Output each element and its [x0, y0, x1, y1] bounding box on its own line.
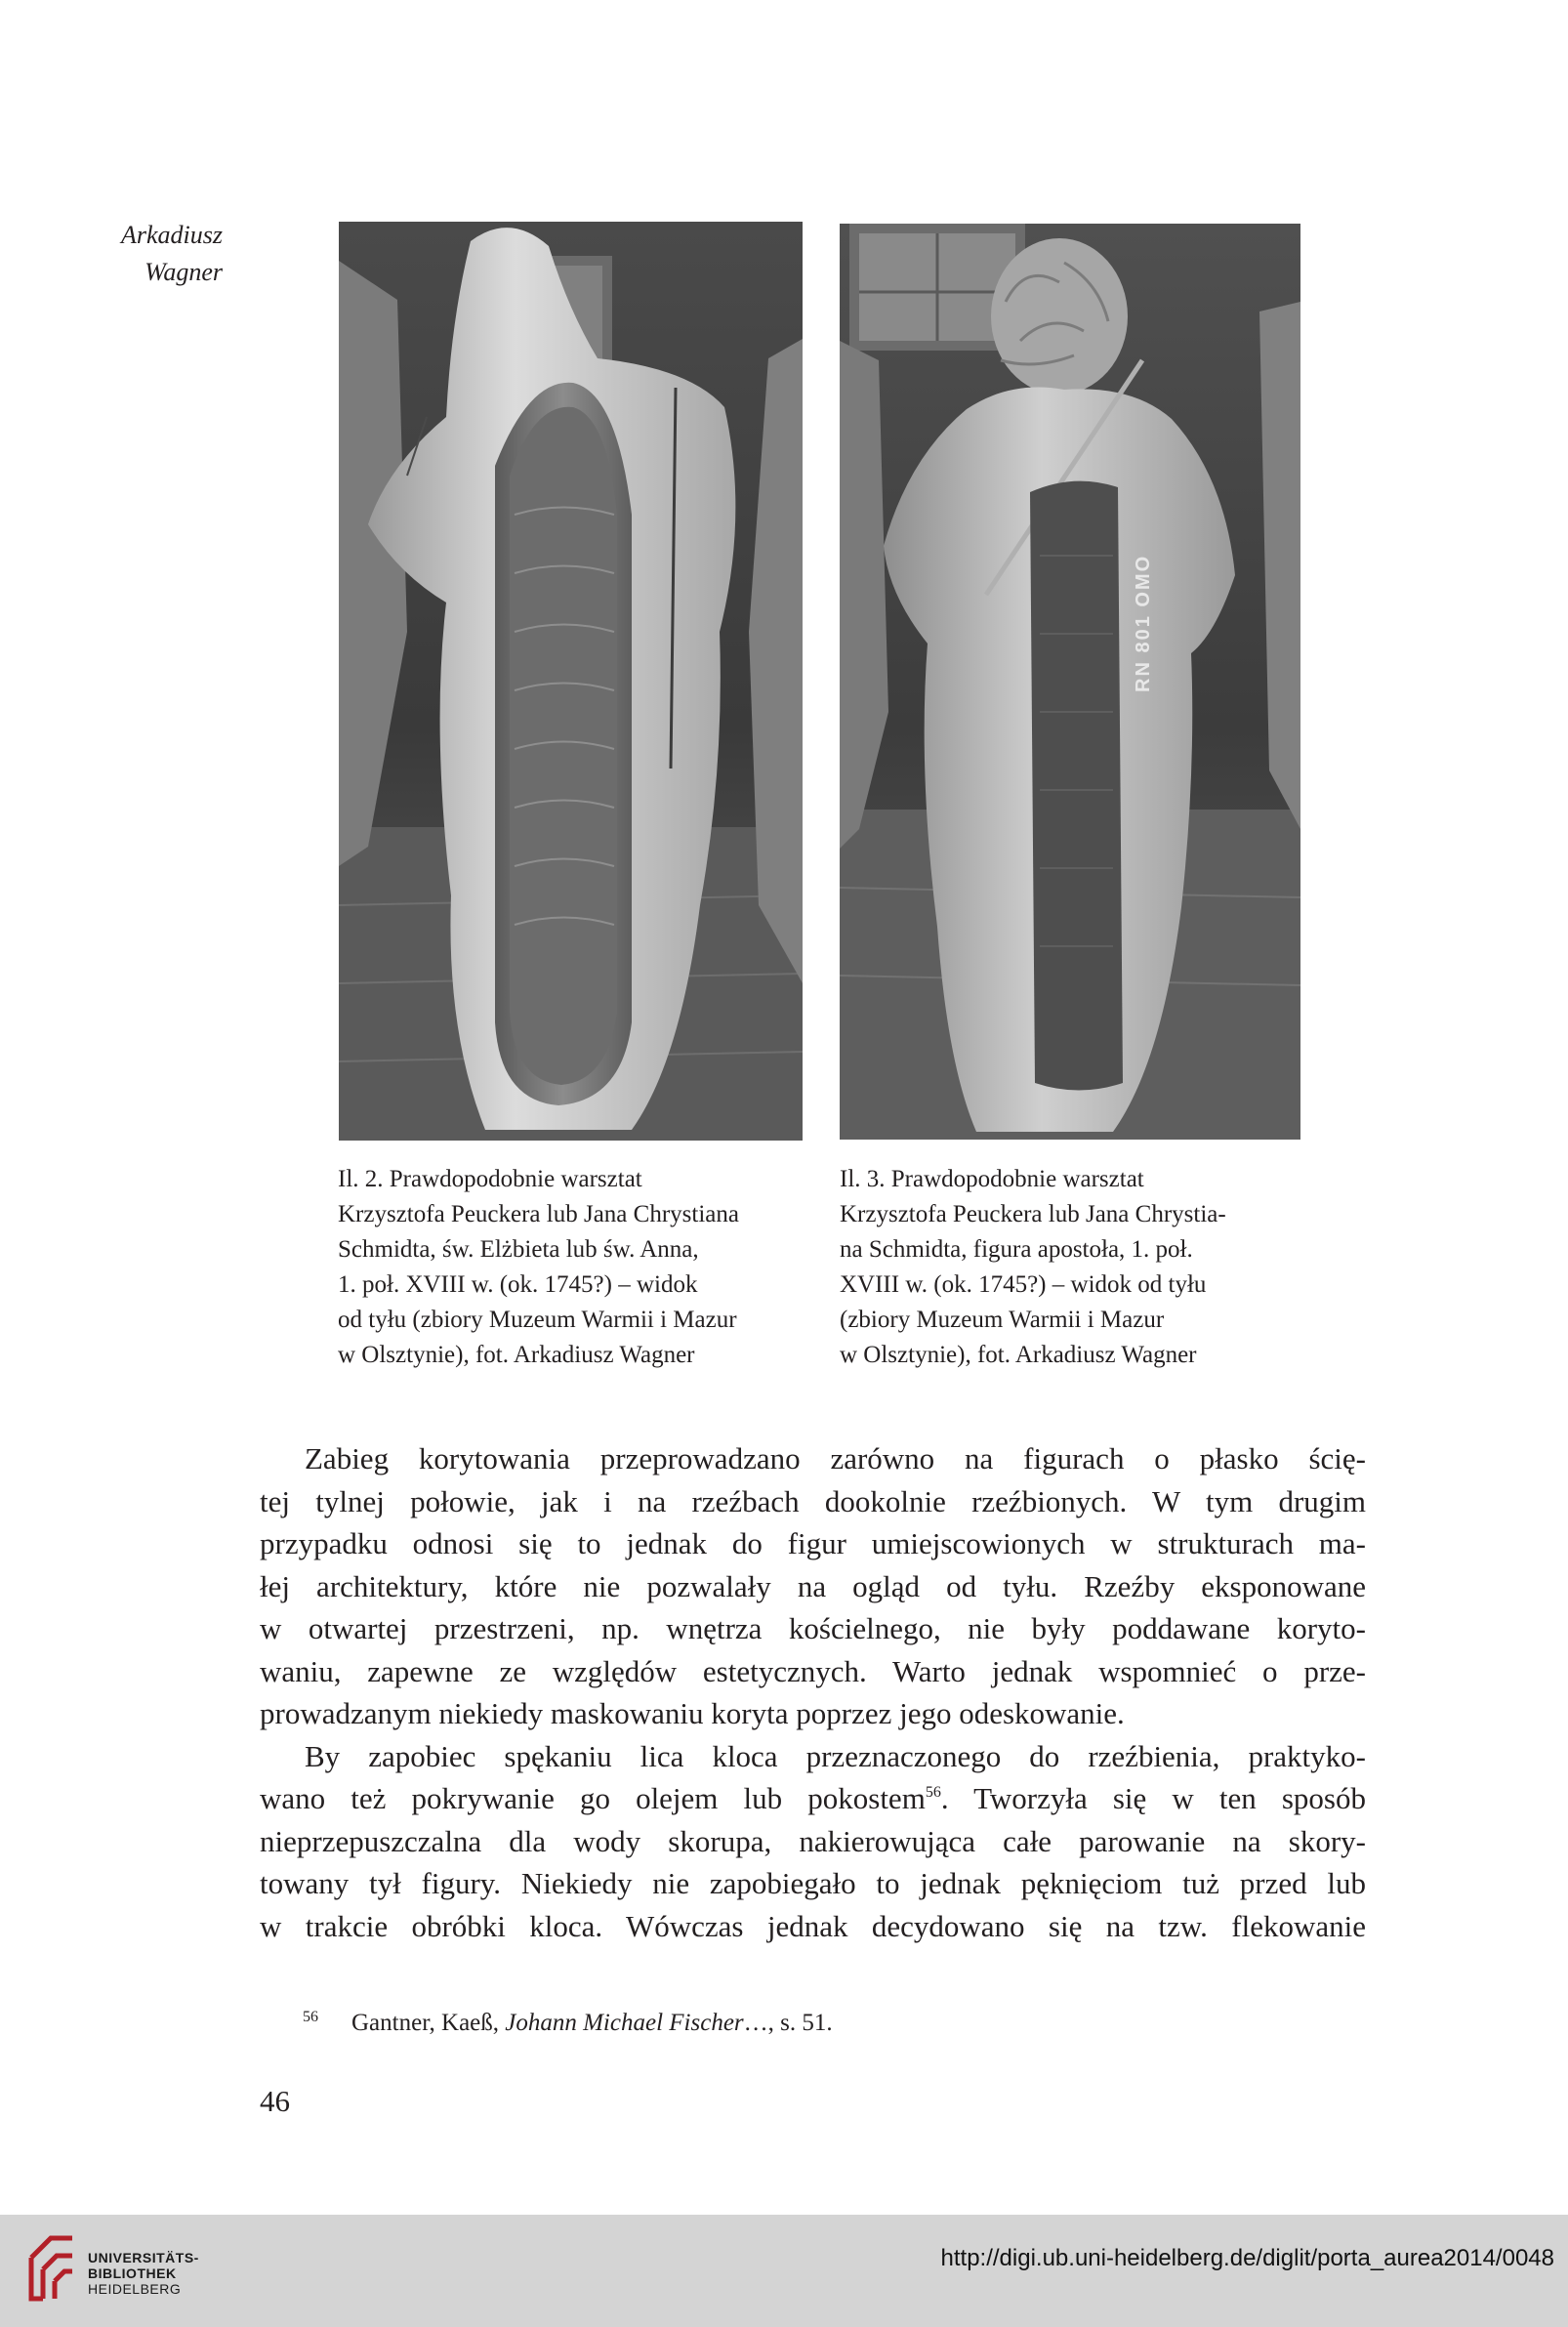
- apostle-back-view-image: [840, 224, 1300, 1140]
- paragraph-2-line-with-footnote-ref: [260, 1777, 1366, 1820]
- footnote-page: …, s. 51.: [743, 2010, 833, 2036]
- author-first-name: Arkadiusz: [121, 221, 223, 249]
- page-number: 46: [260, 2084, 290, 2118]
- paragraph-2-line: w trakcie obróbki kloca. Wówczas jednak decydowano się na tzw. flekowanie: [260, 1908, 1366, 1943]
- library-name-line: UNIVERSITÄTS-: [88, 2250, 199, 2265]
- library-logo[interactable]: [23, 2228, 209, 2306]
- text-segment: wano też pokrywanie go olejem lub pokostem: [260, 1781, 926, 1815]
- figure-2-caption: [338, 1162, 739, 1373]
- paragraph-1-line: prowadzanym niekiedy maskowaniu koryta poprzez jego odeskowanie.: [260, 1696, 1125, 1730]
- caption-line: XVIII w. (ok. 1745?) – widok od tyłu: [840, 1271, 1207, 1298]
- paragraph-2-line: towany tył figury. Niekiedy nie zapobiegało to jednak pęknięciom tuż przed lub: [260, 1866, 1366, 1900]
- library-name-line: BIBLIOTHEK: [88, 2265, 177, 2281]
- paragraph-1-line: Zabieg korytowania przeprowadzano zarówno na figurach o płasko ścię-: [305, 1441, 1366, 1475]
- text-segment: . Tworzyła się w ten sposób: [940, 1781, 1366, 1815]
- footnote-reference[interactable]: 56: [925, 1784, 941, 1801]
- running-head-author: [59, 217, 223, 291]
- caption-line: w Olsztynie), fot. Arkadiusz Wagner: [338, 1342, 695, 1368]
- paragraph-2-line: By zapobiec spękaniu lica kloca przeznaczonego do rzeźbienia, praktyko-: [305, 1738, 1366, 1773]
- figure-3-caption: [840, 1162, 1226, 1373]
- figure-2-photo: [339, 222, 803, 1141]
- caption-line: (zbiory Muzeum Warmii i Mazur: [840, 1307, 1165, 1333]
- paragraph-1-line: łej architektury, które nie pozwalały na ogląd od tyłu. Rzeźby eksponowane: [260, 1568, 1366, 1603]
- footnote-number: 56: [303, 2009, 318, 2025]
- source-url-link[interactable]: http://digi.ub.uni-heidelberg.de/diglit/porta_aurea2014/0048: [940, 2245, 1554, 2271]
- paragraph-1-line: tej tylnej połowie, jak i na rzeźbach dookolnie rzeźbionych. W tym drugim: [260, 1483, 1366, 1518]
- caption-line: Krzysztofa Peuckera lub Jana Chrystia-: [840, 1201, 1226, 1227]
- library-name: [88, 2250, 199, 2297]
- library-logo-icon: [23, 2228, 82, 2306]
- caption-line: w Olsztynie), fot. Arkadiusz Wagner: [840, 1342, 1197, 1368]
- author-last-name: Wagner: [144, 258, 223, 286]
- digitization-footer: [0, 2215, 1568, 2327]
- paragraph-1-line: w otwartej przestrzeni, np. wnętrza kościelnego, nie były poddawane koryto-: [260, 1611, 1366, 1645]
- paragraph-1-line: waniu, zapewne ze względów estetycznych. Warto jednak wspomnieć o prze-: [260, 1653, 1366, 1688]
- caption-line: od tyłu (zbiory Muzeum Warmii i Mazur: [338, 1307, 737, 1333]
- figure-3-photo: [840, 224, 1300, 1140]
- footnote-text: [351, 2006, 833, 2041]
- paragraph-2-line: nieprzepuszczalna dla wody skorupa, nakierowująca całe parowanie na skory-: [260, 1823, 1366, 1858]
- caption-line: na Schmidta, figura apostoła, 1. poł.: [840, 1236, 1193, 1263]
- caption-line: Schmidta, św. Elżbieta lub św. Anna,: [338, 1236, 699, 1263]
- library-name-line: HEIDELBERG: [88, 2281, 182, 2297]
- sculpture-back-view-image: [339, 222, 803, 1141]
- inventory-number-inscription: RN 801 OMO: [1133, 554, 1154, 692]
- footnote-authors: Gantner, Kaeß,: [351, 2010, 506, 2036]
- footnote-title: Johann Michael Fischer: [505, 2010, 744, 2036]
- caption-line: 1. poł. XVIII w. (ok. 1745?) – widok: [338, 1271, 698, 1298]
- caption-line: Krzysztofa Peuckera lub Jana Chrystiana: [338, 1201, 739, 1227]
- caption-line: Il. 3. Prawdopodobnie warsztat: [840, 1166, 1144, 1192]
- paragraph-1-line: przypadku odnosi się to jednak do figur umiejscowionych w strukturach ma-: [260, 1526, 1366, 1560]
- caption-line: Il. 2. Prawdopodobnie warsztat: [338, 1166, 642, 1192]
- main-text: [260, 1437, 1366, 1947]
